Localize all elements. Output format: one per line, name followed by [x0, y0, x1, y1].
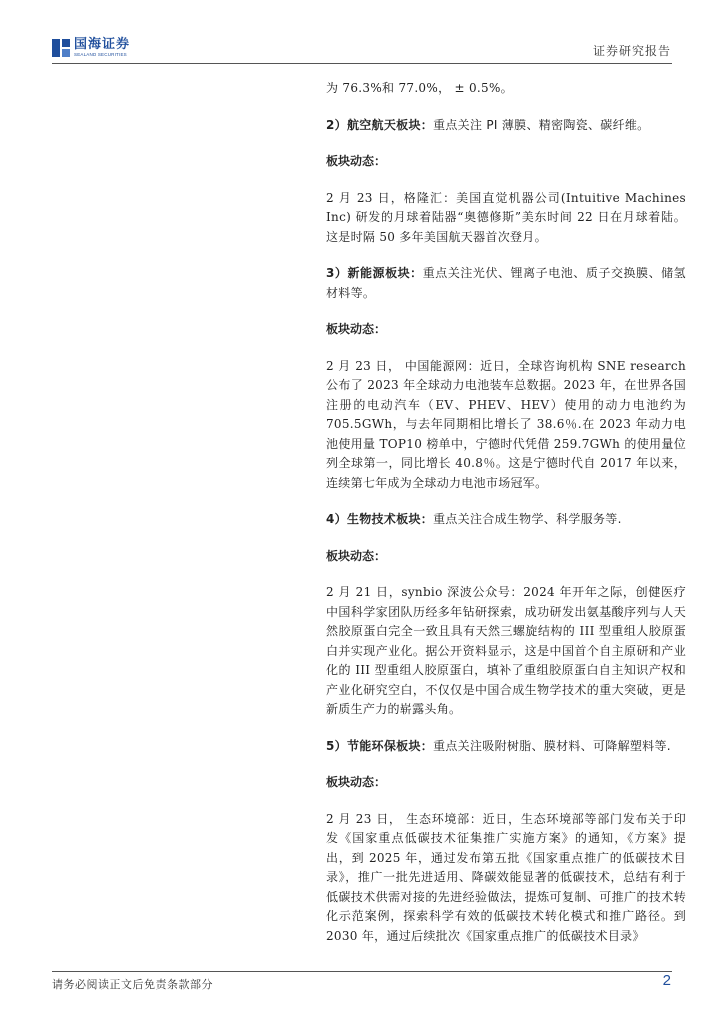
section-biotech-heading: [326, 510, 686, 530]
section-aerospace-subheading: 板块动态：: [326, 154, 387, 168]
section-biotech-text: 2 月 21 日，synbio 深波公众号：2024 年开年之际，创健医疗中国科学家团队历经多年钻研探索，成功研发出氨基酸序列与人天然胶原蛋白完全一致且具有天然三螺旋结构的 III 型重组人胶原蛋白并实现产业化。据公开资料显示，这是中国首个自主原研和产业化的 III 型重组人胶原蛋白，填补了重组胶原蛋白自主知识产权和产业化研究空白，不仅仅是中国合成生物学技术的重大突破，更是新质生产力的崭露头角。: [326, 585, 686, 716]
page-header: [0, 0, 724, 64]
section-aerospace-heading: [326, 116, 686, 136]
company-logo: [52, 38, 130, 58]
section-new-energy-title: 3）新能源板块：: [326, 266, 423, 280]
report-type-label: 证券研究报告: [592, 44, 671, 58]
section-environmental-text: 2 月 23 日， 生态环境部：近日，生态环境部等部门发布关于印发《国家重点低碳技术征集推广实施方案》的通知，《方案》提出，到 2025 年，通过发布第五批《国家重点推广的低碳技术目录》，推广一批先进适用、降碳效能显著的低碳技术，总结有利于低碳技术供需对接的先进经验做法，提炼可复制、可推广的技术转化示范案例，探索科学有效的低碳技术转化模式和推广路径。到 2030 年，通过后续批次《国家重点推广的低碳技术目录》: [326, 811, 686, 943]
section-new-energy-text: 2 月 23 日， 中国能源网：近日，全球咨询机构 SNE research 公布了 2023 年全球动力电池装车总数据。2023 年，在世界各国注册的电动汽车（EV、PHEV、HEV）使用的动力电池约为 705.5GWh，与去年同期相比增长了 38.6％.在 2023 年动力电池使用量 TOP10 榜单中，宁德时代凭借 259.7GWh 的使用量位列全球第一，同比增长 40.8％。这是宁德时代自 2017 年以来，连续第七年成为全球动力电池市场冠军。: [326, 358, 686, 490]
section-biotech-title: 4）生物技术板块：: [326, 512, 434, 526]
section-biotech-focus: 重点关注合成生物学、科学服务等.: [433, 512, 622, 526]
section-aerospace-text: 2 月 23 日，格隆汇：美国直觉机器公司(Intuitive Machines Inc) 研发的月球着陆器“奥德修斯”美东时间 22 日在月球着陆。这是时隔 50 多年美国航天器首次登月。: [326, 190, 686, 244]
page-number: 2: [662, 972, 671, 989]
section-aerospace-title: 2）航空航天板块：: [326, 117, 434, 132]
logo-name-en: SEALAND SECURITIES: [74, 52, 127, 57]
section-new-energy-focus: 重点关注光伏、锂离子电池、质子交换膜、储氢材料等。: [326, 266, 686, 300]
logo-mark-icon: [52, 39, 70, 57]
footer-divider: [52, 971, 672, 972]
main-content: [326, 79, 686, 946]
footer-disclaimer: 请务必阅读正文后免责条款部分: [52, 978, 213, 991]
section-new-energy-subheading: 板块动态：: [326, 322, 387, 336]
logo-name-cn: 国海证券: [74, 37, 131, 52]
section-environmental-title: 5）节能环保板块：: [326, 738, 434, 753]
intro-line: 为 76.3%和 77.0%， ± 0.5%。: [326, 81, 513, 95]
section-aerospace-focus: 重点关注 PI 薄膜、精密陶瓷、碳纤维。: [433, 117, 650, 132]
section-biotech-subheading: 板块动态：: [326, 548, 387, 563]
section-environmental-focus: 重点关注吸附树脂、膜材料、可降解塑料等.: [433, 738, 671, 753]
section-environmental-subheading: 板块动态：: [326, 775, 387, 789]
section-environmental-heading: [326, 737, 686, 757]
header-divider: [52, 63, 672, 64]
section-new-energy-heading: [326, 264, 686, 303]
